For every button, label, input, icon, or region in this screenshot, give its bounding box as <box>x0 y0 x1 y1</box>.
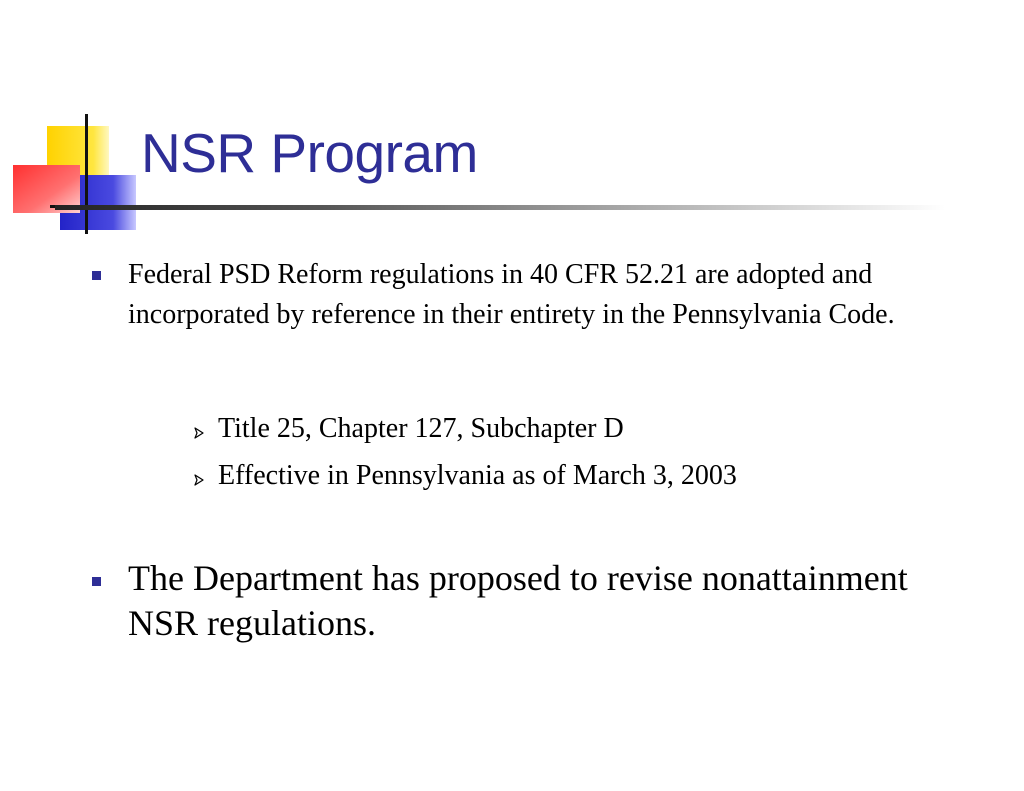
square-bullet-icon <box>92 577 101 586</box>
bullet-1-text: Federal PSD Reform regulations in 40 CFR 52.21 are adopted and incorporated by reference in their entirety in the Pennsylvania Code. <box>128 259 895 330</box>
arrow-bullet-icon <box>192 473 206 487</box>
sub-bullet-1-text: Title 25, Chapter 127, Subchapter D <box>218 413 624 444</box>
bullet-2-text: The Department has proposed to revise nonattainment NSR regulations. <box>128 558 908 643</box>
sub-bullet-2-text: Effective in Pennsylvania as of March 3, 2003 <box>218 460 737 491</box>
corner-decoration-icon <box>0 0 160 250</box>
slide-title: NSR Program <box>141 122 478 184</box>
title-underline <box>55 205 945 210</box>
arrow-bullet-icon <box>192 426 206 440</box>
square-bullet-icon <box>92 271 101 280</box>
